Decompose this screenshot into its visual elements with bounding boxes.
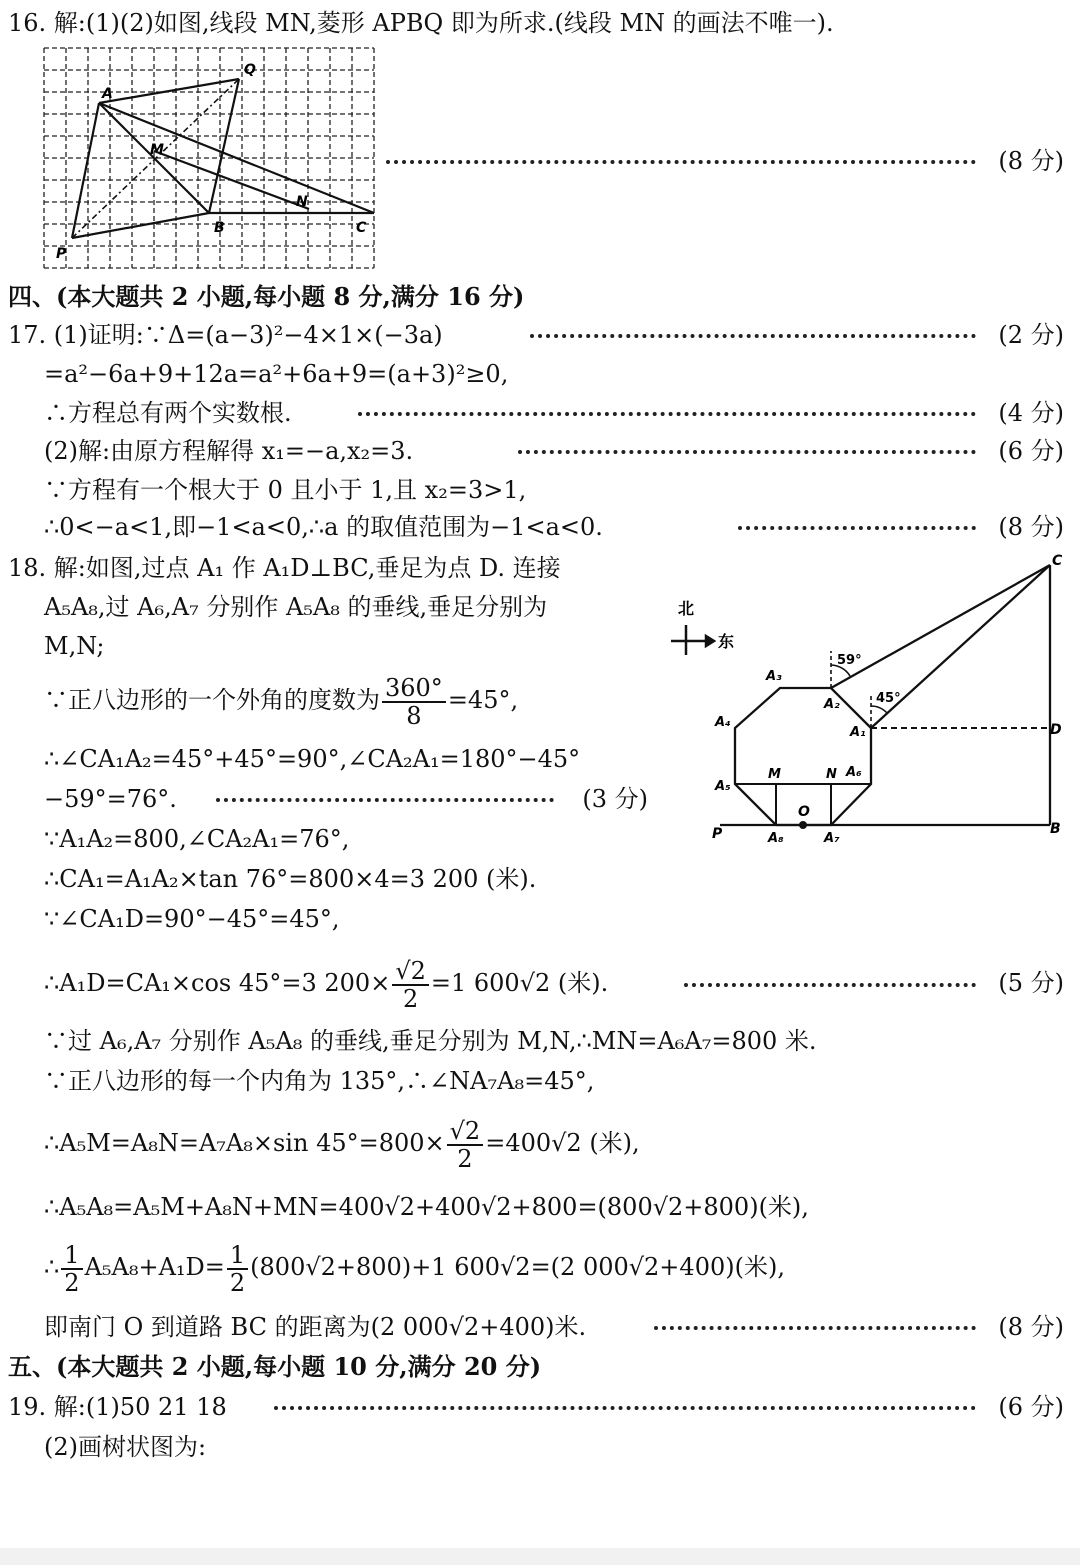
label-O: O [798, 804, 810, 820]
leader-dots [216, 798, 554, 802]
score-q16: (8 分) [998, 147, 1064, 175]
section-5-heading: 五、(本大题共 2 小题,每小题 10 分,满分 20 分) [8, 1352, 542, 1381]
q19-line-1: 19. 解:(1)50 21 18 [8, 1393, 227, 1421]
q19-line-2: (2)画树状图为: [44, 1433, 207, 1461]
leader-dots [358, 412, 976, 416]
fraction: $\frac{√2}{2}$ [392, 958, 429, 1012]
q18-line-7: ∵A₁A₂=800,∠CA₂A₁=76°, [44, 825, 350, 853]
q18-line-8: ∴CA₁=A₁A₂×tan 76°=800×4=3 200 (米). [44, 865, 537, 893]
label-A1: A₁ [850, 725, 866, 740]
score-q18-3: (8 分) [998, 1313, 1064, 1341]
label-A2: A₂ [824, 697, 840, 712]
q18-line-15: ∴ $\frac{1}{2}$ A₅A₈+A₁D= $\frac{1}{2}$ (800√2+800)+1 600√2=(2 000√2+400)(米), [44, 1240, 785, 1297]
q18-line-14: ∴A₅A₈=A₅M+A₈N+MN=400√2+400√2+800=(800√2+800)(米), [44, 1193, 809, 1221]
label-M: M [768, 767, 781, 782]
q18-line-12: ∵正八边形的每一个内角为 135°,∴∠NA₇A₈=45°, [44, 1067, 595, 1095]
page-bottom-edge [0, 1548, 1080, 1565]
q18-line-6: −59°=76°. [44, 785, 177, 813]
q18-line-2: A₅A₈,过 A₆,A₇ 分别作 A₅A₈ 的垂线,垂足分别为 [44, 593, 548, 621]
q16-statement: 16. 解:(1)(2)如图,线段 MN,菱形 APBQ 即为所求.(线段 MN 的画法不唯一). [8, 9, 834, 37]
label-Q: Q [244, 62, 256, 78]
q17-line-6: ∴0<−a<1,即−1<a<0,∴a 的取值范围为−1<a<0. [44, 513, 603, 541]
label-A3: A₃ [766, 669, 782, 684]
point-o [799, 821, 807, 829]
leader-dots [386, 160, 976, 164]
label-D: D [1050, 722, 1062, 738]
q18-line-3: M,N; [44, 632, 105, 660]
leader-dots [530, 334, 976, 338]
label-A: A [102, 86, 113, 102]
label-N: N [826, 767, 837, 782]
score-q19-1: (6 分) [998, 1393, 1064, 1421]
compass [671, 625, 714, 655]
q18-line-9: ∵∠CA₁D=90°−45°=45°, [44, 905, 340, 933]
fraction: $\frac{1}{2}$ [61, 1242, 82, 1296]
score-q17-4: (8 分) [998, 513, 1064, 541]
label-M: M [150, 142, 164, 158]
leader-dots [684, 983, 976, 987]
section-4-heading: 四、(本大题共 2 小题,每小题 8 分,满分 16 分) [8, 282, 525, 311]
q18-line-1: 18. 解:如图,过点 A₁ 作 A₁D⊥BC,垂足为点 D. 连接 [8, 554, 561, 582]
leader-dots [738, 526, 976, 530]
q17-line-5: ∵方程有一个根大于 0 且小于 1,且 x₂=3>1, [44, 476, 527, 504]
score-q18-2: (5 分) [998, 969, 1064, 997]
label-A8: A₈ [768, 831, 784, 846]
q18-line-16: 即南门 O 到道路 BC 的距离为(2 000√2+400)米. [44, 1313, 587, 1341]
angle-45-label: 45° [876, 691, 901, 706]
compass-north-label: 北 [678, 599, 695, 618]
figure-18-octagon-diagram [678, 548, 1075, 858]
label-P: P [56, 246, 67, 262]
q17-line-4: (2)解:由原方程解得 x₁=−a,x₂=3. [44, 437, 414, 465]
score-q17-3: (6 分) [998, 437, 1064, 465]
label-A5: A₅ [715, 779, 731, 794]
label-A4: A₄ [715, 715, 731, 730]
leader-dots [654, 1326, 976, 1330]
line-ca2 [831, 565, 1050, 688]
fraction: $\frac{360^\circ}{8}$ [382, 675, 446, 729]
q18-line-10: ∴A₁D=CA₁×cos 45°=3 200× $\frac{√2}{2}$ =1 600√2 (米). [44, 956, 609, 1013]
angle-59-label: 59° [837, 653, 862, 668]
q18-line-4: ∵正八边形的一个外角的度数为 $\frac{360^\circ}{8}$ =45°, [44, 673, 519, 730]
angle-arc-45 [871, 706, 887, 713]
label-B: B [214, 220, 225, 236]
q17-line-1: 17. (1)证明:∵Δ=(a−3)²−4×1×(−3a) [8, 321, 443, 349]
fraction: $\frac{1}{2}$ [227, 1242, 248, 1296]
q17-line-2: =a²−6a+9+12a=a²+6a+9=(a+3)²≥0, [44, 360, 509, 388]
label-C: C [356, 220, 367, 236]
label-B: B [1050, 821, 1061, 837]
q17-line-3: ∴方程总有两个实数根. [44, 399, 292, 427]
q18-line-13: ∴A₅M=A₈N=A₇A₈×sin 45°=800× $\frac{√2}{2}$ =400√2 (米), [44, 1116, 640, 1173]
q18-line-5: ∴∠CA₁A₂=45°+45°=90°,∠CA₂A₁=180°−45° [44, 745, 581, 773]
score-q17-2: (4 分) [998, 399, 1064, 427]
label-A7: A₇ [824, 831, 840, 846]
score-q18-1: (3 分) [582, 785, 648, 813]
leader-dots [274, 1406, 976, 1410]
label-C: C [1052, 553, 1063, 569]
leader-dots [518, 450, 976, 454]
label-N: N [296, 194, 308, 210]
score-q17-1: (2 分) [998, 321, 1064, 349]
compass-east-label: 东 [718, 632, 735, 651]
q18-line-11: ∵过 A₆,A₇ 分别作 A₅A₈ 的垂线,垂足分别为 M,N,∴MN=A₆A₇=800 米. [44, 1027, 817, 1055]
figure-16-grid-diagram [44, 48, 378, 272]
fraction: $\frac{√2}{2}$ [447, 1118, 484, 1172]
label-A6: A₆ [846, 765, 862, 780]
label-P: P [712, 826, 723, 842]
